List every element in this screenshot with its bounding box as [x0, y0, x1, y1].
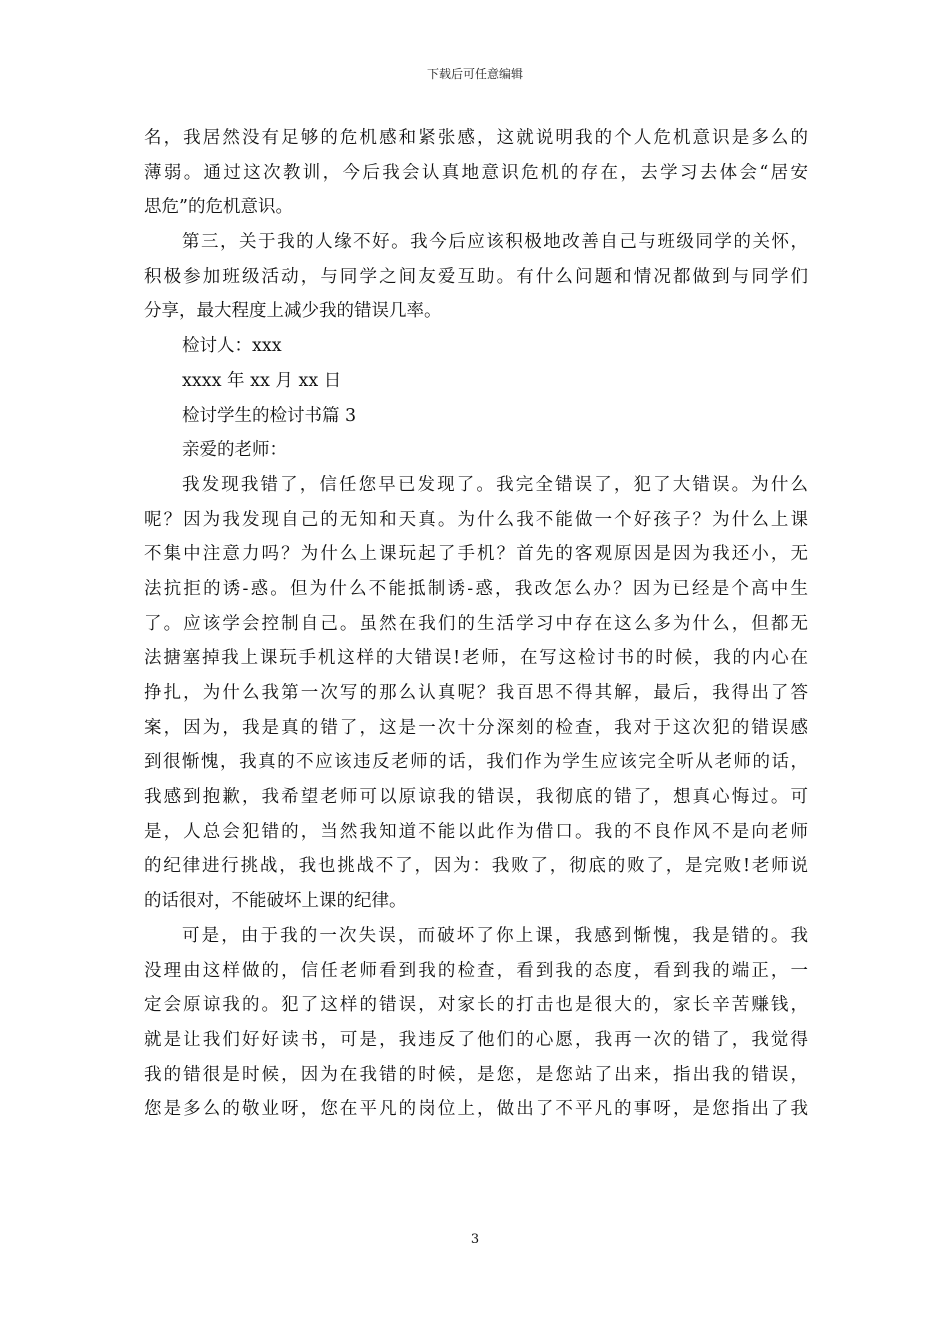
- text-line: 第三，关于我的人缘不好。我今后应该积极地改善自己与班级同学的关怀，: [182, 232, 808, 253]
- page-header: 下载后可任意编辑: [426, 67, 523, 81]
- text-line: 我的错很是时候，因为在我错的时候，是您，是您站了出来，指出我的错误，: [144, 1064, 808, 1085]
- document-body: [144, 121, 808, 1127]
- text-line: 不集中注意力吗？为什么上课玩起了手机？首先的客观原因是因为我还小，无: [144, 544, 808, 565]
- text-line: 到很惭愧，我真的不应该违反老师的话，我们作为学生应该完全听从老师的话，: [144, 752, 808, 773]
- text-line: 呢？因为我发现自己的无知和天真。为什么我不能做一个好孩子？为什么上课: [144, 509, 808, 530]
- text-line: 挣扎，为什么我第一次写的那么认真呢？我百思不得其解，最后，我得出了答: [144, 683, 808, 703]
- text-line: 的纪律进行挑战，我也挑战不了，因为：我败了，彻底的败了，是完败!老师说: [144, 856, 808, 877]
- signature-line: 检讨人：xxx: [182, 336, 282, 357]
- text-line: 案，因为，我是真的错了，这是一次十分深刻的检查，我对于这次犯的错误感: [144, 717, 808, 738]
- text-line: 我感到抱歉，我希望老师可以原谅我的错误，我彻底的错了，想真心悔过。可: [144, 787, 808, 808]
- text-line: 名，我居然没有足够的危机感和紧张感，这就说明我的个人危机意识是多么的: [144, 128, 808, 148]
- text-line: 我发现我错了，信任您早已发现了。我完全错误了，犯了大错误。为什么: [182, 474, 808, 495]
- text-line: 定会原谅我的。犯了这样的错误，对家长的打击也是很大的，家长辛苦赚钱，: [144, 995, 808, 1016]
- text-line: 是，人总会犯错的，当然我知道不能以此作为借口。我的不良作风不是向老师: [144, 821, 808, 842]
- text-line: 您是多么的敬业呀，您在平凡的岗位上，做出了不平凡的事呀，是您指出了我: [144, 1099, 808, 1120]
- text-line: 薄弱。通过这次教训，今后我会认真地意识危机的存在，去学习去体会“居安: [144, 162, 808, 183]
- text-line: 法搪塞掉我上课玩手机这样的大错误!老师，在写这检讨书的时候，我的内心在: [144, 648, 808, 669]
- text-line: 的话很对，不能破坏上课的纪律。: [144, 891, 407, 912]
- text-line: 思危”的危机意识。: [144, 197, 293, 218]
- text-line: 可是，由于我的一次失误，而破坏了你上课，我感到惭愧，我是错的。我: [182, 925, 808, 946]
- page-number: 3: [470, 1232, 480, 1247]
- text-line: 了。应该学会控制自己。虽然在我们的生活学习中存在这么多为什么，但都无: [144, 613, 808, 634]
- text-line: 分享，最大程度上减少我的错误几率。: [144, 301, 442, 322]
- text-line: 积极参加班级活动，与同学之间友爱互助。有什么问题和情况都做到与同学们: [144, 266, 808, 287]
- text-line: 没理由这样做的，信任老师看到我的检查，看到我的态度，看到我的端正，一: [144, 960, 808, 981]
- text-line: 就是让我们好好读书，可是，我违反了他们的心愿，我再一次的错了，我觉得: [144, 1029, 808, 1050]
- section-title: 检讨学生的检讨书篇 3: [182, 405, 357, 426]
- date-line: xxxx 年 xx 月 xx 日: [182, 370, 342, 391]
- text-line: 法抗拒的诱-惑。但为什么不能抵制诱-惑，我改怎么办？因为已经是个高中生: [144, 578, 808, 599]
- salutation: 亲爱的老师：: [182, 440, 287, 461]
